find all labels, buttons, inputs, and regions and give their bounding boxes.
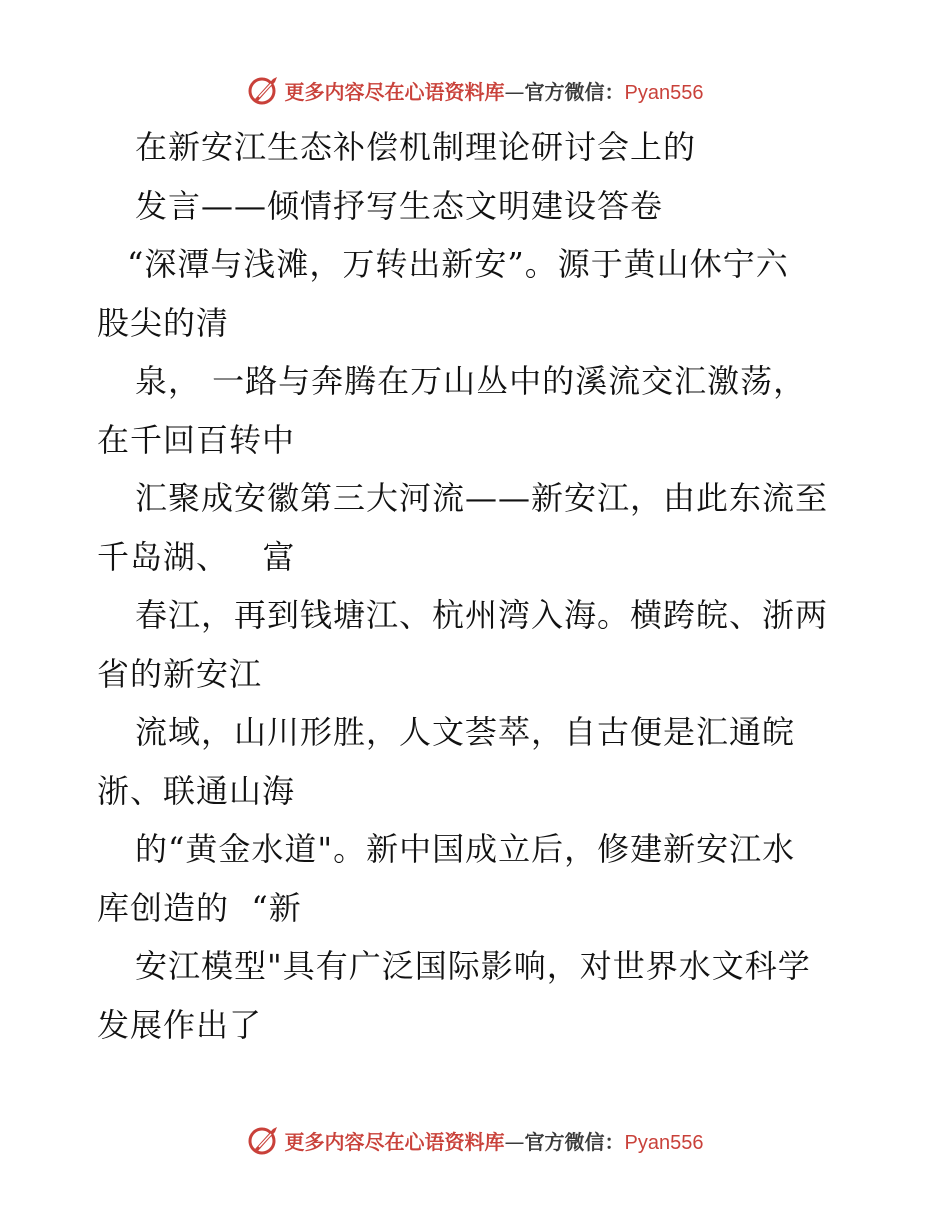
- text-line: 千岛湖、 富: [97, 537, 296, 576]
- banner-wechat-id: Pyan556: [624, 1131, 704, 1154]
- footer-watermark-banner: [0, 1120, 950, 1160]
- text-line: 流域，山川形胜，人文荟萃，自古便是汇通皖: [135, 713, 796, 751]
- text-line: “深潭与浅滩，万转出新安”。源于黄山休宁六: [127, 245, 789, 283]
- quill-logo-icon: [247, 1123, 281, 1157]
- document-body: [97, 118, 867, 1054]
- text-line-title-1: 在新安江生态补偿机制理论研讨会上的: [135, 128, 697, 166]
- banner-dash: —: [504, 79, 525, 104]
- text-line: 春江，再到钱塘江、杭州湾入海。横跨皖、浙两: [135, 596, 829, 634]
- quill-logo-icon: [247, 73, 281, 107]
- text-line: 泉， 一路与奔腾在万山丛中的溪流交汇激荡，: [135, 362, 807, 400]
- text-line: 发展作出了: [97, 1005, 263, 1044]
- text-line: 浙、联通山海: [97, 771, 296, 810]
- text-line: 库创造的 “新: [97, 888, 302, 927]
- banner-site-name: 更多内容尽在心语资料库: [284, 1129, 505, 1154]
- banner-text: [285, 1126, 704, 1155]
- header-watermark-banner: [0, 70, 950, 110]
- text-line: 汇聚成安徽第三大河流——新安江，由此东流至: [135, 479, 829, 517]
- banner-wechat-label: 官方微信：: [524, 79, 625, 104]
- banner-wechat-id: Pyan556: [624, 81, 704, 104]
- banner-site-name: 更多内容尽在心语资料库: [284, 79, 505, 104]
- banner-dash: —: [504, 1129, 525, 1154]
- banner-text: [285, 76, 704, 105]
- text-line: 安江模型"具有广泛国际影响，对世界水文科学: [135, 947, 811, 985]
- text-line: 省的新安江: [97, 654, 263, 693]
- text-line-title-2: 发言——倾情抒写生态文明建设答卷: [135, 186, 664, 225]
- text-line: 在千回百转中: [97, 420, 296, 459]
- banner-wechat-label: 官方微信：: [524, 1129, 625, 1154]
- text-line: 的“黄金水道"。新中国成立后，修建新安江水: [135, 830, 796, 868]
- text-line: 股尖的清: [97, 303, 230, 342]
